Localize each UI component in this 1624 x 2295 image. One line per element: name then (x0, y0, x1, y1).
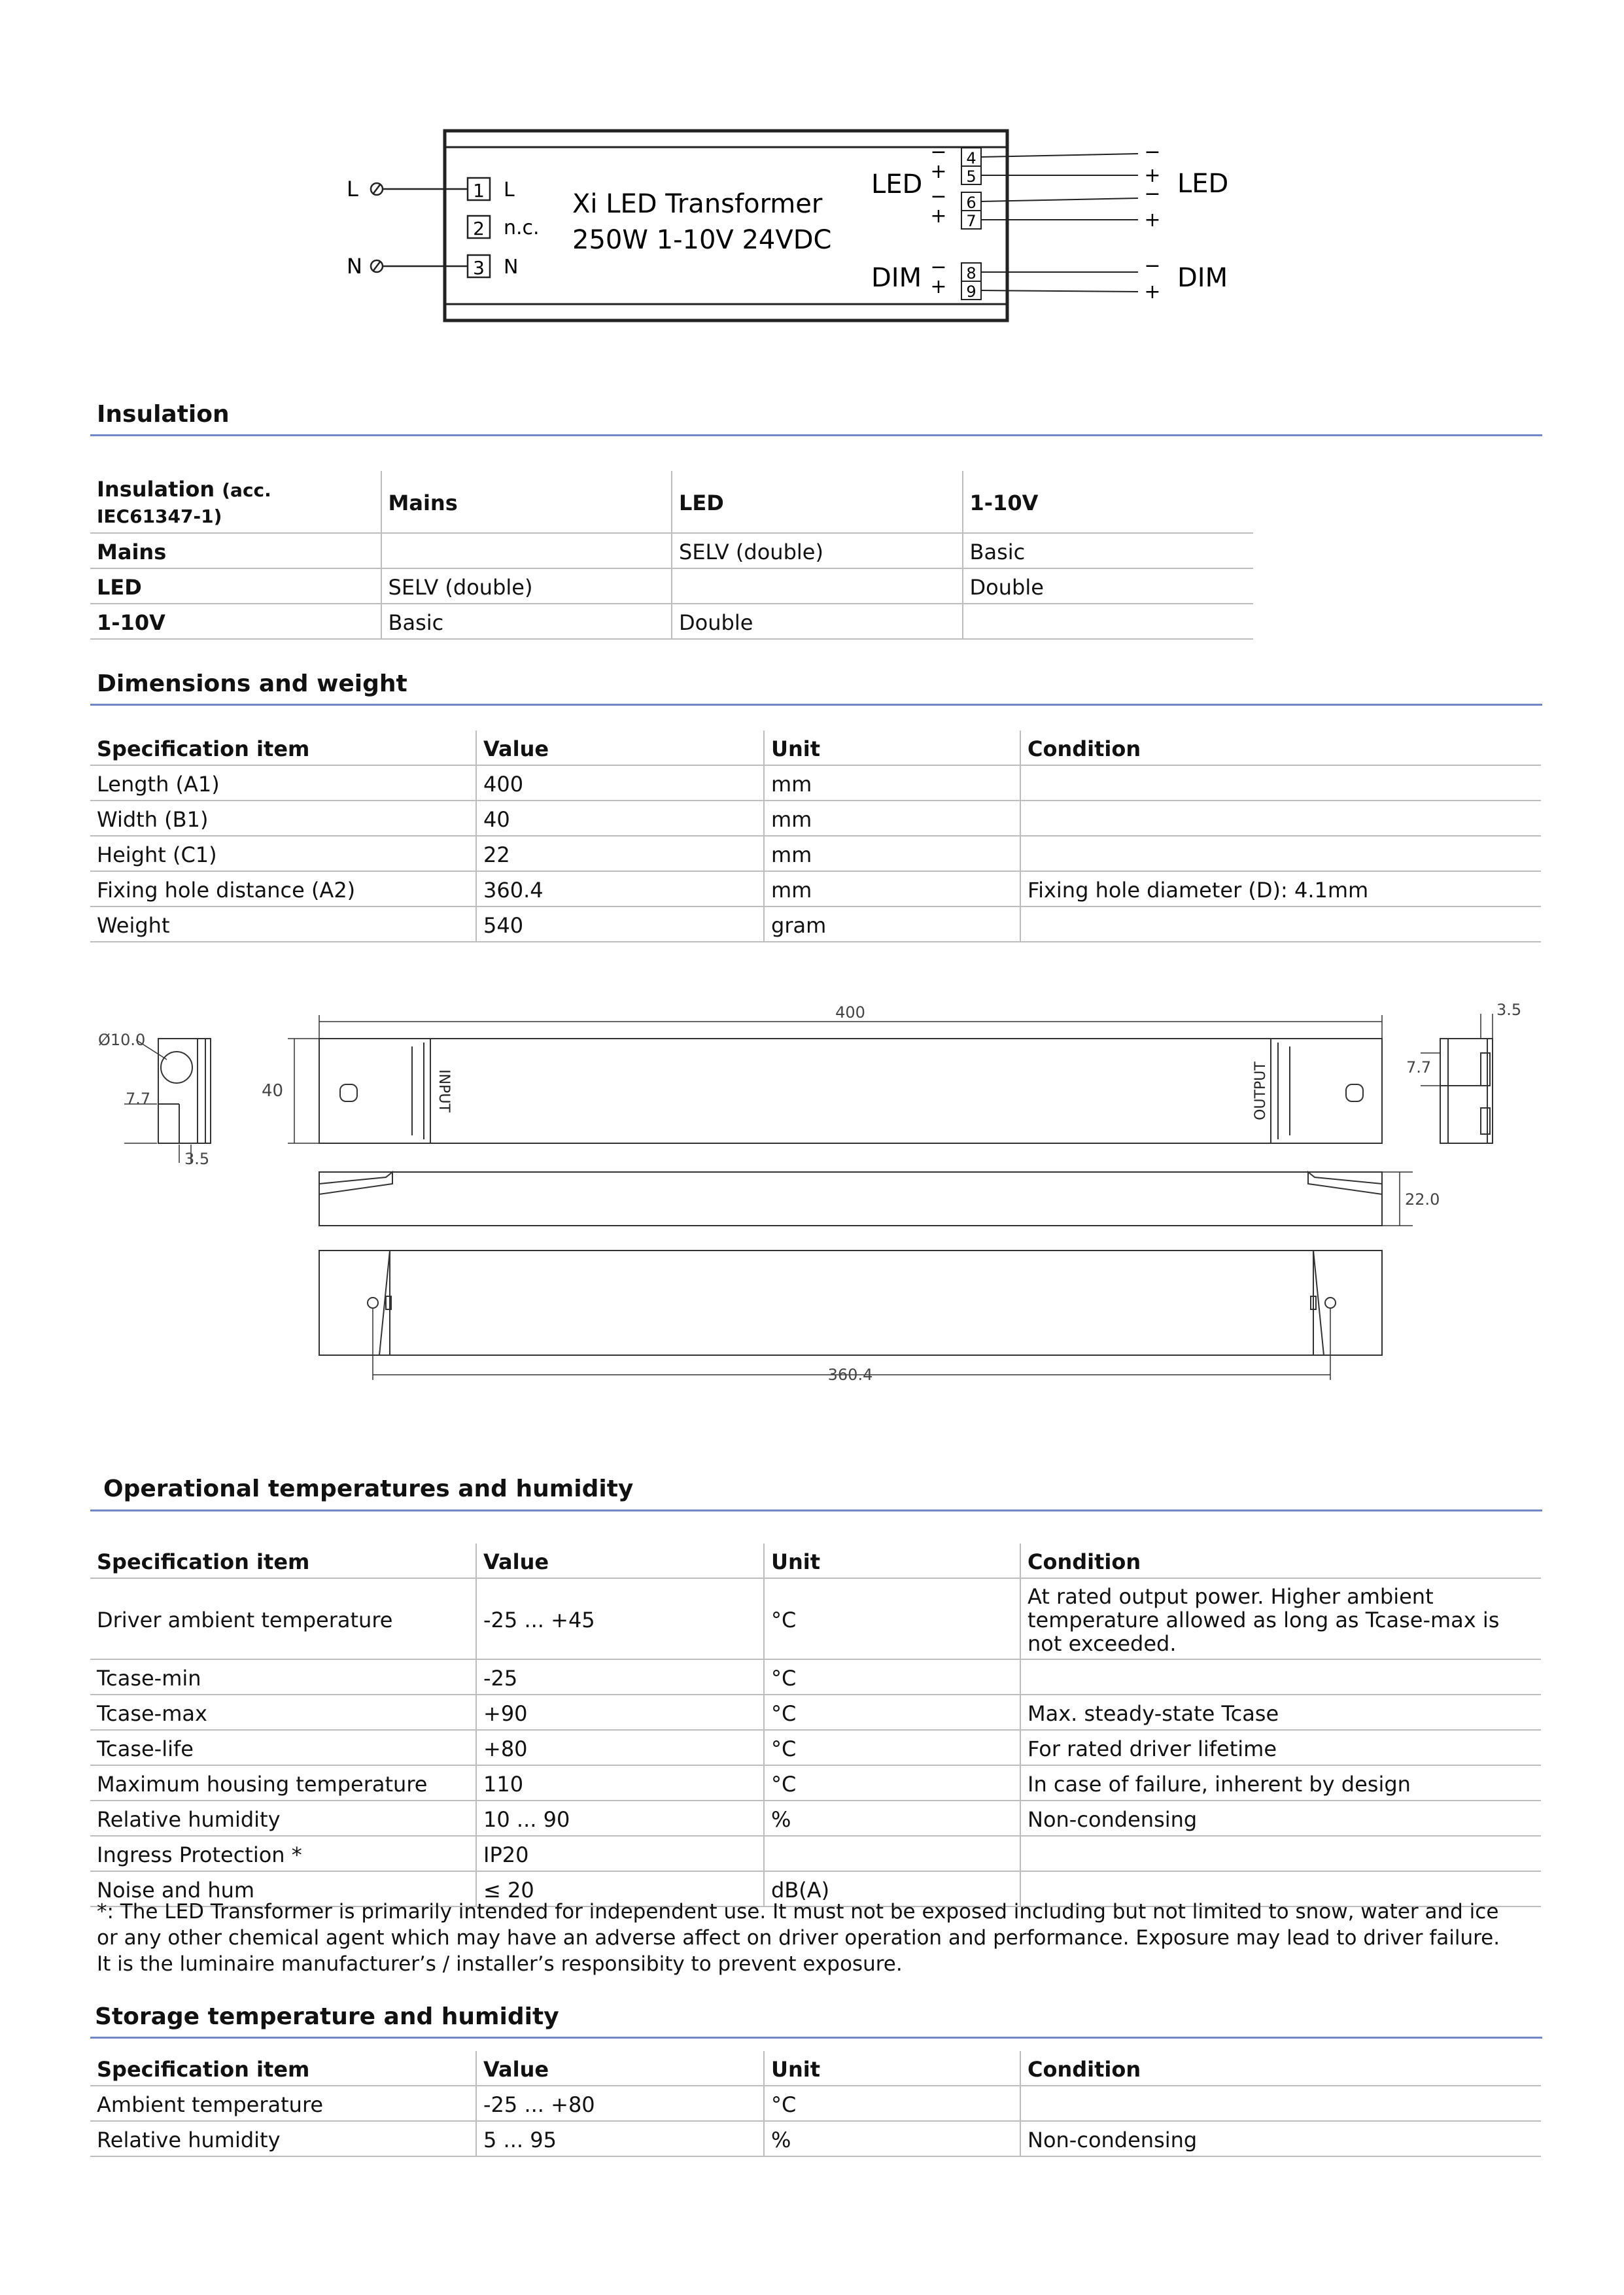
table-row (90, 1765, 1541, 1801)
table-cell: In case of failure, inherent by design (1020, 1765, 1541, 1801)
table-cell: Tcase-max (90, 1695, 476, 1730)
wire-label-l: L (347, 177, 358, 201)
table-header-row (90, 1544, 1541, 1578)
table-header-cell: Value (476, 731, 764, 765)
table-cell: Width (B1) (90, 801, 476, 836)
table-cell: 540 (476, 906, 764, 942)
table-row (90, 1730, 1541, 1765)
table-cell (764, 1836, 1020, 1871)
output-sign-7: + (930, 205, 947, 228)
operational-rule (90, 1510, 1542, 1511)
table-cell: dB(A) (764, 1871, 1020, 1907)
input-terminal-3-number: 3 (473, 257, 485, 279)
table-cell: At rated output power. Higher ambient temperature allowed as long as Tcase-max is not exceeded. (1020, 1578, 1541, 1659)
table-cell (963, 604, 1254, 639)
table-cell: LED (90, 568, 381, 604)
table-cell: °C (764, 1659, 1020, 1695)
table-cell: % (764, 1801, 1020, 1836)
table-header-cell: Specification item (90, 1544, 476, 1578)
output-terminal-4: 4 (966, 149, 976, 167)
right-sign-5: + (1144, 164, 1161, 187)
table-cell: 22 (476, 836, 764, 871)
output-terminal-6: 6 (966, 194, 976, 212)
table-header-cell: 1-10V (963, 471, 1254, 533)
table-row (90, 801, 1541, 836)
table-cell (381, 533, 672, 568)
table-cell: +80 (476, 1730, 764, 1765)
table-cell: 40 (476, 801, 764, 836)
table-cell (1020, 1836, 1541, 1871)
dimension-3-5-right: 3.5 (1496, 1001, 1522, 1019)
dimensions-rule (90, 704, 1542, 706)
table-row (90, 871, 1541, 906)
output-label: OUTPUT (1253, 1061, 1269, 1120)
table-cell: mm (764, 871, 1020, 906)
right-sign-4: − (1144, 141, 1161, 164)
right-dim-label: DIM (1177, 263, 1228, 293)
operational-title: Operational temperatures and humidity (103, 1475, 634, 1502)
table-cell: Tcase-min (90, 1659, 476, 1695)
table-cell: 1-10V (90, 604, 381, 639)
table-cell: Basic (381, 604, 672, 639)
table-row (90, 604, 1253, 639)
table-header-row (90, 471, 1253, 533)
right-led-label: LED (1177, 169, 1229, 199)
dimensions-table (90, 731, 1541, 942)
input-terminal-1-number: 1 (473, 180, 485, 201)
output-terminal-5: 5 (966, 167, 976, 186)
length-dimension: 400 (835, 1003, 865, 1022)
table-header-cell: Insulation (acc. IEC61347-1) (90, 471, 381, 533)
table-cell: gram (764, 906, 1020, 942)
table-cell (1020, 2086, 1541, 2121)
table-cell: Non-condensing (1020, 1801, 1541, 1836)
table-cell: Relative humidity (90, 1801, 476, 1836)
table-cell: Weight (90, 906, 476, 942)
table-cell: For rated driver lifetime (1020, 1730, 1541, 1765)
input-terminal-3-label: N (504, 256, 519, 279)
table-cell: Fixing hole distance (A2) (90, 871, 476, 906)
table-cell (1020, 1659, 1541, 1695)
bottom-view (319, 1251, 1382, 1380)
table-cell: mm (764, 801, 1020, 836)
table-row (90, 906, 1541, 942)
output-sign-5: + (930, 160, 947, 183)
table-header-cell: Condition (1020, 2051, 1541, 2086)
right-sign-7: + (1144, 209, 1161, 232)
led-group-label: LED (871, 169, 923, 199)
table-cell: Mains (90, 533, 381, 568)
table-header-cell: Condition (1020, 731, 1541, 765)
table-row (90, 1659, 1541, 1695)
side-view (319, 1172, 1413, 1226)
table-cell: Double (672, 604, 963, 639)
right-sign-8: − (1144, 254, 1161, 277)
table-cell: °C (764, 1730, 1020, 1765)
table-cell: °C (764, 1578, 1020, 1659)
transformer-title-line1: Xi LED Transformer (572, 189, 823, 219)
table-cell (672, 568, 963, 604)
table-cell: % (764, 2121, 1020, 2156)
table-cell: Fixing hole diameter (D): 4.1mm (1020, 871, 1541, 906)
right-sign-6: − (1144, 182, 1161, 205)
input-terminal-2-number: 2 (473, 218, 485, 239)
table-cell: Max. steady-state Tcase (1020, 1695, 1541, 1730)
table-cell (1020, 906, 1541, 942)
table-cell: SELV (double) (381, 568, 672, 604)
insulation-table (90, 471, 1253, 640)
table-cell: Ambient temperature (90, 2086, 476, 2121)
output-terminal-8: 8 (966, 264, 976, 283)
table-cell: Length (A1) (90, 765, 476, 801)
hole-diameter-dimension: Ø10.0 (98, 1031, 146, 1049)
storage-table (90, 2051, 1541, 2157)
storage-title: Storage temperature and humidity (95, 2003, 559, 2030)
table-header-cell: Value (476, 1544, 764, 1578)
table-cell: 10 ... 90 (476, 1801, 764, 1836)
table-header-cell: Specification item (90, 731, 476, 765)
table-cell: 5 ... 95 (476, 2121, 764, 2156)
ingress-footnote: *: The LED Transformer is primarily intended for independent use. It must not be exposed including but not limited to snow, water and ice or any other chemical agent which may have an adverse affect on driver operation and performance. Exposure may lead to driver failure. It is the luminaire manufacturer’s / installer’s responsibity to prevent exposure. (97, 1900, 1500, 1976)
dim-group-label: DIM (871, 263, 922, 293)
table-cell: +90 (476, 1695, 764, 1730)
table-cell (1020, 801, 1541, 836)
table-row (90, 1836, 1541, 1871)
width-dimension: 40 (262, 1081, 284, 1101)
height-dimension: 22.0 (1405, 1190, 1440, 1209)
input-label: INPUT (436, 1069, 452, 1113)
transformer-title-line2: 250W 1-10V 24VDC (572, 225, 832, 255)
table-header-row (90, 731, 1541, 765)
table-cell: mm (764, 765, 1020, 801)
table-cell: °C (764, 1765, 1020, 1801)
table-cell (1020, 836, 1541, 871)
table-cell (1020, 765, 1541, 801)
table-header-cell: Condition (1020, 1544, 1541, 1578)
input-terminal-1-label: L (504, 179, 515, 201)
storage-rule (90, 2037, 1542, 2039)
operational-table (90, 1544, 1541, 1907)
table-row (90, 1801, 1541, 1836)
table-cell: mm (764, 836, 1020, 871)
dimension-7-7-right: 7.7 (1406, 1058, 1432, 1077)
table-cell: Basic (963, 533, 1254, 568)
table-cell: Tcase-life (90, 1730, 476, 1765)
table-cell: IP20 (476, 1836, 764, 1871)
wire-label-n: N (347, 254, 362, 279)
table-cell: 400 (476, 765, 764, 801)
table-header-cell: Specification item (90, 2051, 476, 2086)
table-cell: °C (764, 2086, 1020, 2121)
table-header-cell: Unit (764, 2051, 1020, 2086)
output-terminals (930, 141, 1138, 301)
table-cell: Ingress Protection * (90, 1836, 476, 1871)
table-header-cell: LED (672, 471, 963, 533)
table-row (90, 836, 1541, 871)
table-cell: Maximum housing temperature (90, 1765, 476, 1801)
table-cell: Double (963, 568, 1254, 604)
dimension-7-7-left: 7.7 (126, 1090, 151, 1108)
insulation-title: Insulation (97, 401, 230, 428)
insulation-rule (90, 434, 1542, 436)
table-cell: Relative humidity (90, 2121, 476, 2156)
table-header-cell: Mains (381, 471, 672, 533)
table-row (90, 533, 1253, 568)
output-sign-8: − (930, 256, 947, 279)
table-cell: 360.4 (476, 871, 764, 906)
output-terminal-7: 7 (966, 212, 976, 230)
wiring-diagram (327, 124, 1282, 340)
table-header-cell: Unit (764, 731, 1020, 765)
table-row (90, 568, 1253, 604)
table-row (90, 765, 1541, 801)
hole-distance-dimension: 360.4 (827, 1366, 873, 1384)
table-row (90, 2086, 1541, 2121)
table-cell: 110 (476, 1765, 764, 1801)
dimensions-title: Dimensions and weight (97, 670, 407, 697)
table-cell: -25 (476, 1659, 764, 1695)
output-sign-6: − (930, 185, 947, 208)
table-cell: -25 ... +45 (476, 1578, 764, 1659)
table-cell: SELV (double) (672, 533, 963, 568)
output-terminal-9: 9 (966, 283, 976, 301)
table-row (90, 2121, 1541, 2156)
right-end-view (1421, 1014, 1493, 1143)
mechanical-drawing (78, 988, 1544, 1406)
output-sign-9: + (930, 275, 947, 298)
table-row (90, 1578, 1541, 1659)
input-terminal-2-label: n.c. (504, 216, 540, 239)
right-sign-9: + (1144, 281, 1161, 303)
table-cell: -25 ... +80 (476, 2086, 764, 2121)
dimension-3-5-left: 3.5 (184, 1150, 210, 1168)
table-header-row (90, 2051, 1541, 2086)
table-cell: °C (764, 1695, 1020, 1730)
output-sign-4: − (930, 141, 947, 164)
table-header-cell: Value (476, 2051, 764, 2086)
table-row (90, 1695, 1541, 1730)
table-header-cell: Unit (764, 1544, 1020, 1578)
table-cell: ≤ 20 (476, 1871, 764, 1907)
table-cell: Noise and hum (90, 1871, 476, 1907)
table-cell: Height (C1) (90, 836, 476, 871)
table-cell: Driver ambient temperature (90, 1578, 476, 1659)
table-cell: Non-condensing (1020, 2121, 1541, 2156)
